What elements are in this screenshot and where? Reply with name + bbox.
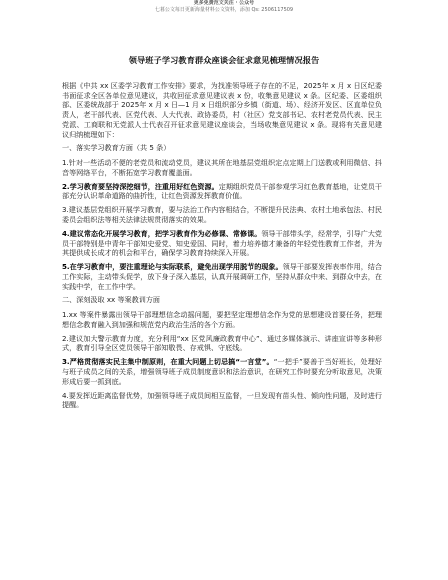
item-emphasis: 5.在学习教育中，要注重理论与实际联系，避免出现学用脱节的现象。 bbox=[62, 262, 283, 272]
item-text: 定期组织党员干部参观学习红色教育基地，让党员干部充分认识革命道路的曲折性，让红色资源发挥教育价值。 bbox=[62, 181, 382, 201]
list-item bbox=[62, 391, 382, 410]
list-item bbox=[62, 229, 382, 258]
intro-paragraph: 根据《中共 xx 区委学习教育工作安排》要求，为找准领导班子存在的不足，2025年 x 月 x 日区纪委书面征求全区各单位意见建议，共收回征求意见建议表 x 份，收集意见建议 x 条。区纪委、区委组织部、区委统战部于 2025年 x 月 x 日—1 月 x 日组织部分乡镇（街道、场）、经济开发区、区直单位负责人，老干部代表、区党代表、人大代表、政协委员，村（社区）党支部书记、农村老党员代表、民主党派、工商联和无党派人士代表召开征求意见建议座谈会，当场收集意见建议 x 条。现将有关意见建议归纳梳理如下： bbox=[62, 81, 382, 139]
item-text: “一把手”要善于当好班长，处理好与班子成员之间的关系，增强领导班子成员制度意识和法治意识，在研究工作时要充分听取意见，决策形成后要一抓到底。 bbox=[62, 357, 382, 386]
header-line-2: 七暮公文每日更新海量材料公文资料，添加 Qs: 2506117509 bbox=[154, 7, 294, 13]
item-text: 1.xx 等案件暴露出领导干部理想信念动摇问题，要把坚定理想信念作为党的思想建设首要任务，把理想信念教育融入到加强和规范党内政治生活的各个方面。 bbox=[62, 310, 382, 329]
list-item bbox=[62, 182, 382, 201]
item-text: 3.建议基层党组织开展学习教育，要与法治工作内容相结合，不断提升民法典、农村土地承包法、村民委员会组织法等相关法律法规贯彻落实的效果。 bbox=[62, 205, 382, 224]
list-item bbox=[62, 262, 382, 291]
section-heading-1: 一、落实学习教育方面（共 5 条） bbox=[62, 143, 171, 153]
item-emphasis: 2.学习教育要坚持深挖细节，注重用好红色资源。 bbox=[62, 181, 219, 191]
page-header bbox=[0, 0, 448, 14]
list-item bbox=[62, 334, 382, 353]
list-item bbox=[62, 310, 382, 329]
header-line-1: 更多免费范文关注 · 公众号 bbox=[193, 0, 255, 6]
list-item bbox=[62, 205, 382, 224]
section-heading-2: 二、深刻汲取 xx 等案教训方面 bbox=[62, 295, 161, 305]
item-text: 领导干部带头学，经常学，引导广大党员干部特别是中青年干部知史爱党、知史爱国、同时，着力培养德才兼备的年轻党性教育工作者，并为其提供成长成才的机会和平台，确保学习教育持续深入开展。 bbox=[62, 228, 382, 258]
item-emphasis: 4.建议常态化开展学习教育，把学习教育作为必修课、常修课。 bbox=[62, 228, 262, 238]
document-body bbox=[62, 81, 382, 414]
item-emphasis: 3.严格贯彻落实民主集中制原则，在重大问题上切忌搞“一言堂”。 bbox=[62, 357, 274, 367]
item-text: 2.建议加大警示教育力度，充分利用“xx 区党风廉政教育中心”、通过多媒体演示、讲座宣讲等多种形式，教育引导全区党员领导干部知敬畏、存戒惧、守底线。 bbox=[62, 333, 382, 353]
list-item bbox=[62, 357, 382, 386]
item-text: 4.要发挥近距离监督优势，加强领导班子成员间相互监督，一旦发现有苗头性、倾向性问题，及时进行提醒。 bbox=[62, 390, 382, 410]
document-title: 领导班子学习教育群众座谈会征求意见梳理情况报告 bbox=[128, 55, 320, 65]
item-text: 1.针对一些活动不便的老党员和流动党员，建议其所在地基层党组织定点定期上门送教或利用微信、抖音等网络平台，不断拓宽学习教育覆盖面。 bbox=[62, 158, 382, 177]
item-text: 领导干部要发挥表率作用，结合工作实际，主动带头促学，放下身子深入基层，认真开展调研工作，坚持从群众中来、到群众中去，在实践中学，在工作中学。 bbox=[62, 262, 382, 291]
list-item bbox=[62, 158, 382, 177]
